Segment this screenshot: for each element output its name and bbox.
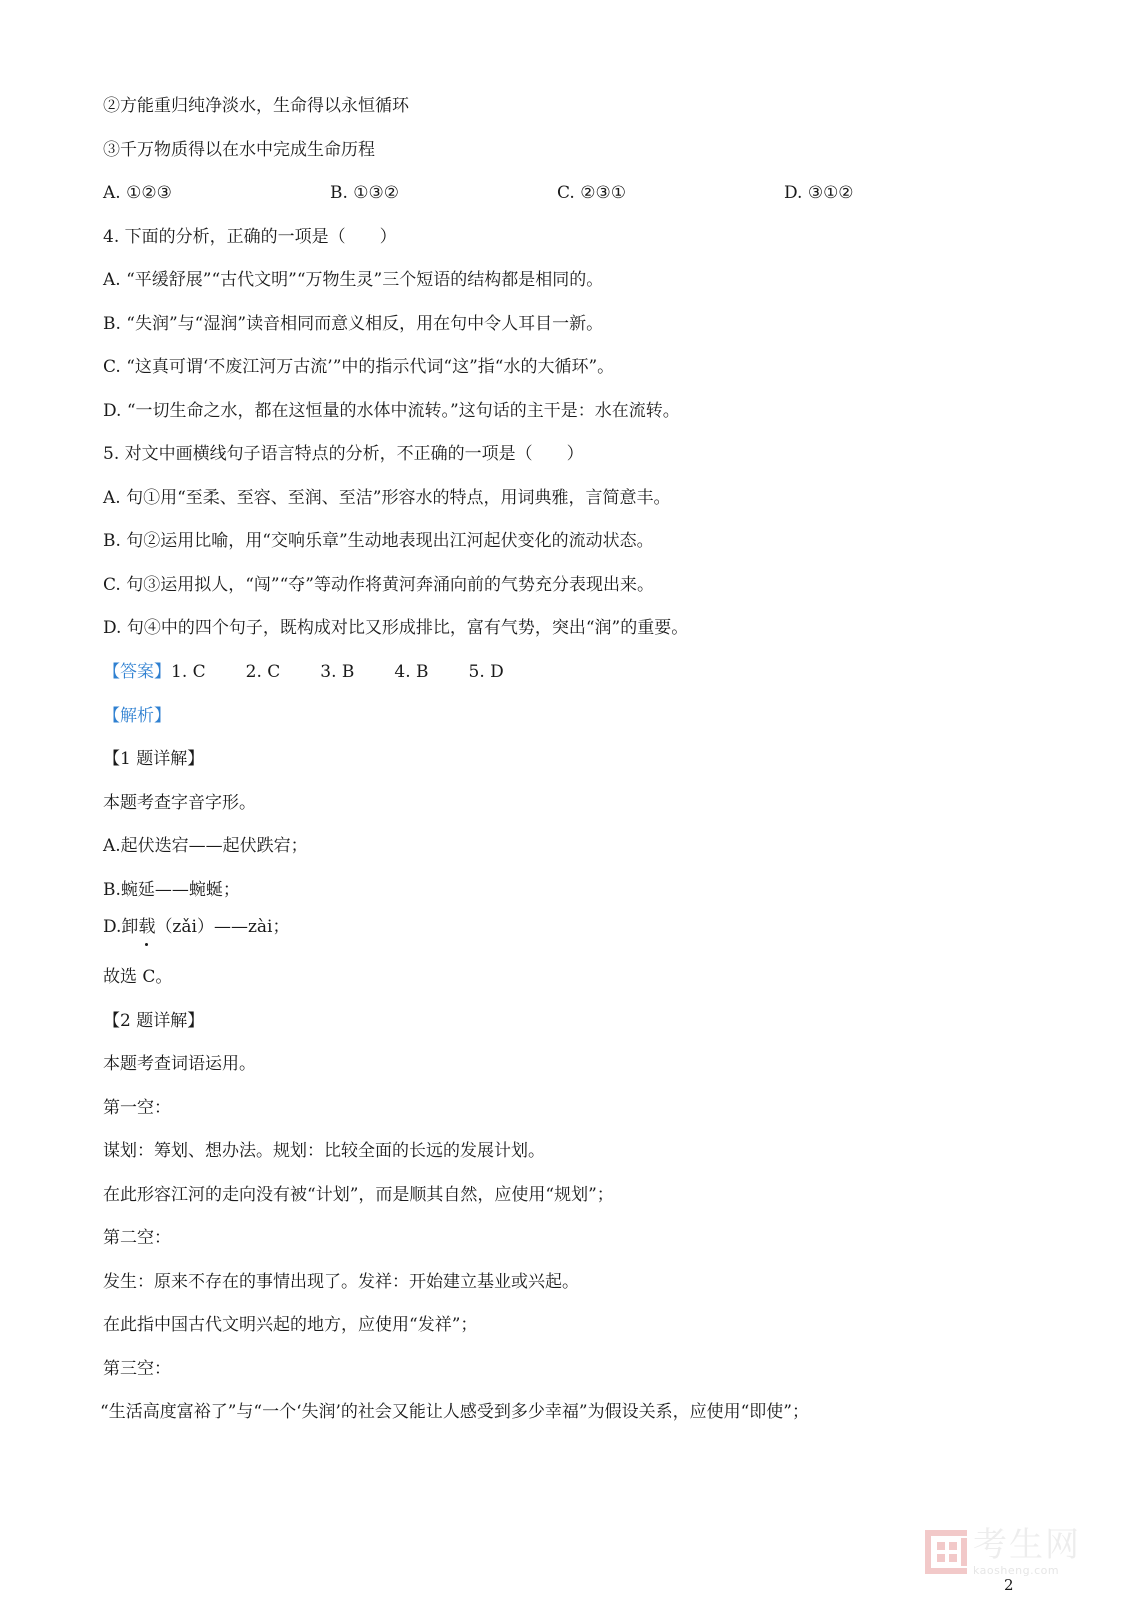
answer-item: 4. B [394,662,429,682]
answer-item: 3. B [320,662,355,682]
text-line: A.起伏迭宕——起伏跌宕； [103,836,308,856]
answer-item: 2. C [245,662,281,682]
text-line: C. “这真可谓‘不废江河万古流’”中的指示代词“这”指“水的大循环”。 [103,357,615,377]
watermark-logo [925,1524,1085,1577]
text-fragment: D.卸 [103,917,139,937]
question-5: 5. 对文中画横线句子语言特点的分析，不正确的一项是（ ） [103,444,584,464]
text-line: ③千万物质得以在水中完成生命历程 [103,140,375,160]
logo-icon [925,1530,967,1574]
text-line: 本题考查字音字形。 [103,793,256,813]
question-4: 4. 下面的分析，正确的一项是（ ） [103,227,397,247]
analysis-tag: 【解析】 [103,706,171,726]
option-b: B. ①③② [330,183,400,203]
text-line: 在此指中国古代文明兴起的地方，应使用“发祥”； [103,1315,478,1335]
emphasized-char: 载 [138,917,156,937]
text-line: A. “平缓舒展”“古代文明”“万物生灵”三个短语的结构都是相同的。 [103,270,604,290]
text-line: D. “一切生命之水，都在这恒量的水体中流转。”这句话的主干是：水在流转。 [103,401,680,421]
section-heading: 【2 题详解】 [103,1011,205,1031]
option-d: D. ③①② [784,183,854,203]
text-line: 第一空： [103,1098,171,1118]
watermark-url: kaosheng.com [973,1563,1060,1577]
text-line: 第三空： [103,1359,171,1379]
text-line: 本题考查词语运用。 [103,1054,256,1074]
text-fragment: （zǎi）——zài； [155,917,290,937]
section-heading: 【1 题详解】 [103,749,205,769]
text-line-pinyin [103,915,1071,939]
text-line: “生活高度富裕了”与“一个‘失润’的社会又能让人感受到多少幸福”为假设关系，应使用“即使”； [100,1402,809,1422]
watermark-text: 考生网 [973,1524,1081,1565]
page-number: 2 [1004,1576,1014,1594]
text-line: 在此形容江河的走向没有被“计划”，而是顺其自然，应使用“规划”； [103,1185,614,1205]
answer-item: 5. D [468,662,504,682]
text-line: B. “失润”与“湿润”读音相同而意义相反，用在句中令人耳目一新。 [103,314,604,334]
text-line: 发生：原来不存在的事情出现了。发祥：开始建立基业或兴起。 [103,1272,579,1292]
q3-options [103,181,1071,205]
text-line: A. 句①用“至柔、至容、至润、至洁”形容水的特点，用词典雅，言简意丰。 [103,488,671,508]
text-line: B.蜿延——蜿蜒； [103,880,240,900]
text-line: B. 句②运用比喻，用“交响乐章”生动地表现出江河起伏变化的流动状态。 [103,531,654,551]
text-line: 故选 C。 [103,967,173,987]
option-c: C. ②③① [557,183,626,203]
text-line: ②方能重归纯净淡水，生命得以永恒循环 [103,96,409,116]
text-line: C. 句③运用拟人，“闯”“夺”等动作将黄河奔涌向前的气势充分表现出来。 [103,575,654,595]
answer-tag: 【答案】 [103,662,171,682]
text-line: D. 句④中的四个句子，既构成对比又形成排比，富有气势，突出“润”的重要。 [103,618,689,638]
option-a: A. ①②③ [103,183,172,203]
answer-line [103,660,1071,684]
text-line: 谋划：筹划、想办法。规划：比较全面的长远的发展计划。 [103,1141,545,1161]
answer-item: 1. C [171,662,206,682]
text-line: 第二空： [103,1228,171,1248]
